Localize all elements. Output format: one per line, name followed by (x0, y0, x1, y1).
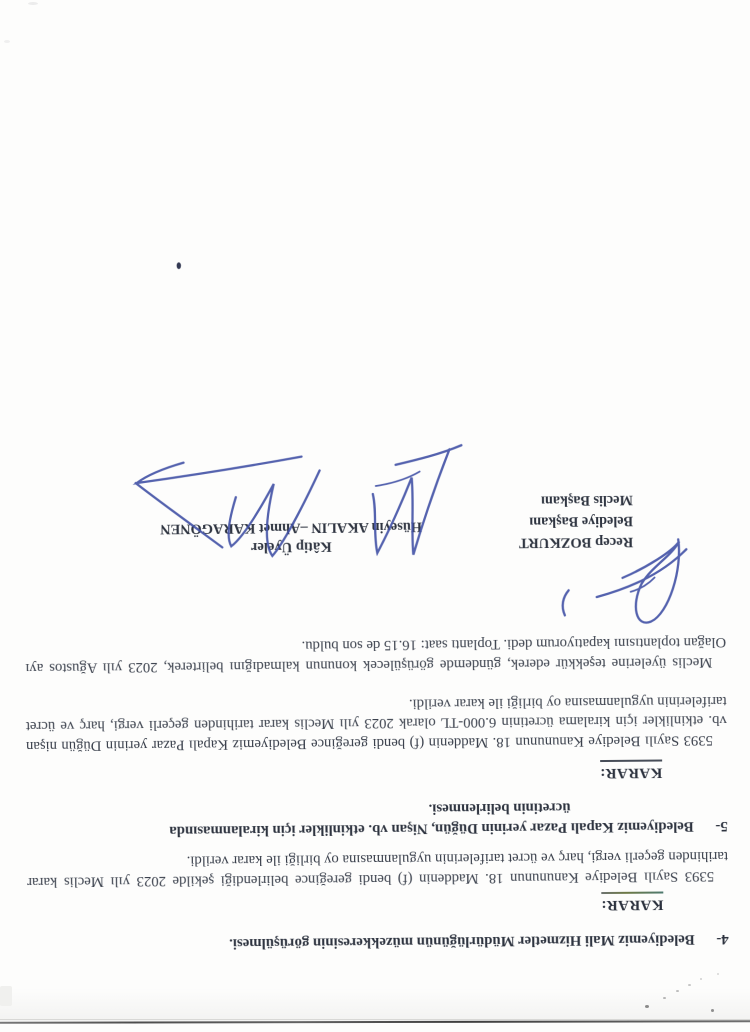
agenda-item-5-number: 5- (715, 817, 728, 835)
scan-speck (4, 40, 10, 43)
karar-2-label-wrap (600, 760, 663, 783)
scan-speck (717, 973, 719, 975)
clerks-role: Kâtip Üyeler (250, 538, 332, 556)
karar-1-label: KARAR: (600, 896, 664, 914)
clerks-names: Hüseyin AKALIN –Ahmet KARAGÖNEN (160, 518, 423, 537)
agenda-item-4-title: Belediyemiz Mali Hizmetler Müdürlüğünün müzekkeresinin görüşülmesi. (229, 931, 695, 952)
scan-speck (28, 2, 38, 5)
scan-bottom-haze (0, 988, 750, 1021)
clerks-signature-block (135, 516, 447, 557)
karar-1-label-wrap (601, 891, 664, 914)
mayor-signature-block (519, 489, 634, 553)
mayor-title-2: Meclis Başkanı (540, 491, 633, 509)
scan-speck (676, 990, 679, 992)
scan-smudge (0, 986, 12, 1006)
mayor-name: Recep BOZKURT (518, 533, 634, 551)
agenda-item-5-heading (27, 796, 727, 842)
scan-speck (645, 1005, 649, 1008)
scan-speck (663, 997, 666, 999)
scan-speck (700, 978, 702, 980)
karar-2-label: KARAR: (599, 764, 663, 782)
agenda-item-5-title-line2: ücretinin belirlenmesi. (428, 799, 571, 817)
stray-ink-dot (177, 262, 181, 269)
decision-2-paragraph: 5393 Sayılı Belediye Kanununun 18. Maddenin (f) bendi gereğince Belediyemiz Kapalı Pazar yerinin Düğün nişan vb. etkinlikler için kiralama ücretinin 6.000-TL olarak 2023 yılı Meclis karar tarihinden geçerli vergi, harç ve ücret tarifelerinin uygulanmasına oy birliği ile karar verildi. (25, 692, 727, 755)
decision-1-paragraph: 5393 Sayılı Belediye Kanununun 18. Maddenin (f) bendi gereğince belirlendiği şekilde 2023 yılı Meclis karar tarihinden geçerli vergi, harç ve ücret tarifelerinin uygulanmasına oy birliği ile karar verildi. (27, 848, 729, 891)
closing-paragraph: Meclis üyelerine teşekkür ederek, gündemde görüşülecek konunun kalmadığını belirterek, 2023 yılı Ağustos ayı Olağan toplantısını kapatıyorum dedi. Toplantı saat: 16.15 de son buldu. (25, 634, 727, 677)
scan-speck (711, 1009, 714, 1012)
scan-speck (688, 984, 691, 986)
agenda-item-4-number: 4- (716, 930, 729, 948)
agenda-item-4-heading (29, 929, 729, 955)
mayor-title-1: Belediye Başkanı (529, 512, 634, 530)
agenda-item-5-title-line1: Belediyemiz Kapalı Pazar yerinin Düğün, Nişan vb. etkinlikler için kiralanmasında (169, 818, 694, 839)
